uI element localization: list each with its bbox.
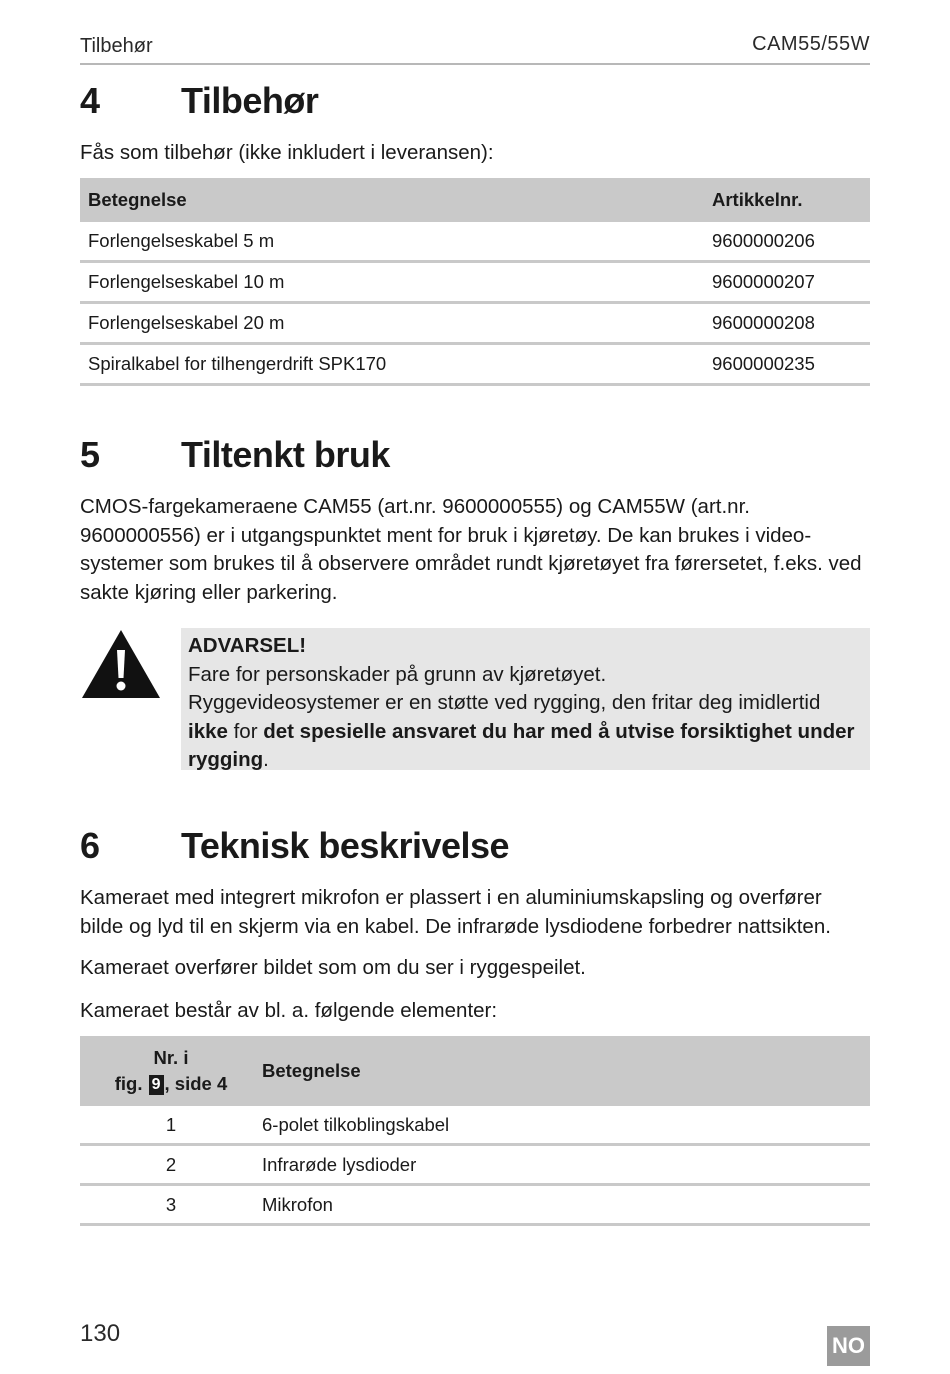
table-row — [80, 1145, 870, 1185]
warning-triangle-icon — [80, 628, 162, 700]
table-header-row — [80, 1036, 870, 1106]
description-paragraph: Kameraet består av bl. a. følgende elementer: — [80, 999, 498, 1022]
header-section-title: Tilbehør — [80, 35, 153, 57]
table-cell: Mikrofon — [254, 1185, 870, 1225]
warning-emphasis: det spesielle ansvaret du har med å utvise forsiktighet under rygging — [188, 719, 855, 771]
section-title: Tiltenkt bruk — [181, 434, 390, 475]
section-number: 4 — [80, 80, 100, 121]
header-line: Nr. i — [153, 1047, 189, 1068]
warning-text: . — [263, 748, 269, 771]
table-cell: 2 — [80, 1145, 254, 1185]
intended-use-text: CMOS-fargekameraene CAM55 (art.nr. 9600000555) og CAM55W (art.nr. 9600000556) er i utgangspunktet ment for bruk i kjøretøy. De kan brukes i video-systemer som brukes til å observere området rundt kjøretøyet fra førersetet, f.eks. ved sakte kjøring eller parkering. — [80, 495, 862, 604]
table-cell: 1 — [80, 1106, 254, 1145]
column-header: Betegnelse — [80, 178, 704, 222]
table-cell: Forlengelseskabel 20 m — [80, 303, 704, 344]
table-cell: Forlengelseskabel 10 m — [80, 262, 704, 303]
table-cell: 9600000208 — [704, 303, 870, 344]
table-row — [80, 222, 870, 262]
table-cell: Infrarøde lysdioder — [254, 1145, 870, 1185]
section-number: 6 — [80, 825, 100, 866]
table-row — [80, 344, 870, 385]
table-cell: 3 — [80, 1185, 254, 1225]
section-number: 5 — [80, 434, 100, 475]
table-header-row — [80, 178, 870, 222]
column-header: Artikkelnr. — [704, 178, 870, 222]
table-cell: 9600000207 — [704, 262, 870, 303]
section-title: Tilbehør — [181, 80, 319, 121]
warning-detail — [188, 689, 863, 775]
table-row — [80, 303, 870, 344]
table-cell: 9600000206 — [704, 222, 870, 262]
warning-text: Ryggevideosystemer er en støtte ved rygging, den fritar deg imidlertid — [188, 691, 821, 714]
section-title: Teknisk beskrivelse — [181, 825, 510, 866]
table-cell: Forlengelseskabel 5 m — [80, 222, 704, 262]
page-header — [80, 33, 870, 65]
header-line: , side 4 — [164, 1073, 228, 1094]
table-row — [80, 1185, 870, 1225]
accessories-table — [80, 178, 870, 386]
language-badge: NO — [827, 1326, 870, 1366]
header-product-name: CAM55/55W — [752, 33, 870, 55]
warning-line: Fare for personskader på grunn av kjøretøyet. — [188, 662, 607, 686]
description-paragraph: Kameraet med integrert mikrofon er plassert i en aluminiumskapsling og overfører bilde og lyd til en skjerm via en kabel. De infrarøde lysdiodene forbedrer nattsikten. — [80, 886, 831, 938]
components-table — [80, 1036, 870, 1226]
table-cell: Spiralkabel for tilhengerdrift SPK170 — [80, 344, 704, 385]
warning-box — [181, 628, 870, 770]
warning-title: ADVARSEL! — [188, 634, 307, 657]
warning-text: for — [227, 719, 264, 743]
table-row — [80, 262, 870, 303]
column-header — [80, 1036, 254, 1106]
table-row — [80, 1106, 870, 1145]
warning-emphasis: ikke — [188, 719, 228, 743]
header-line: fig. — [114, 1073, 143, 1094]
column-header: Betegnelse — [254, 1036, 870, 1106]
table-cell: 9600000235 — [704, 344, 870, 385]
description-paragraph: Kameraet overfører bildet som om du ser i ryggespeilet. — [80, 956, 586, 979]
figure-number-badge: 9 — [149, 1075, 164, 1095]
accessories-intro: Fås som tilbehør (ikke inkludert i leveransen): — [80, 141, 494, 164]
page-number: 130 — [80, 1320, 121, 1347]
table-cell: 6-polet tilkoblingskabel — [254, 1106, 870, 1145]
